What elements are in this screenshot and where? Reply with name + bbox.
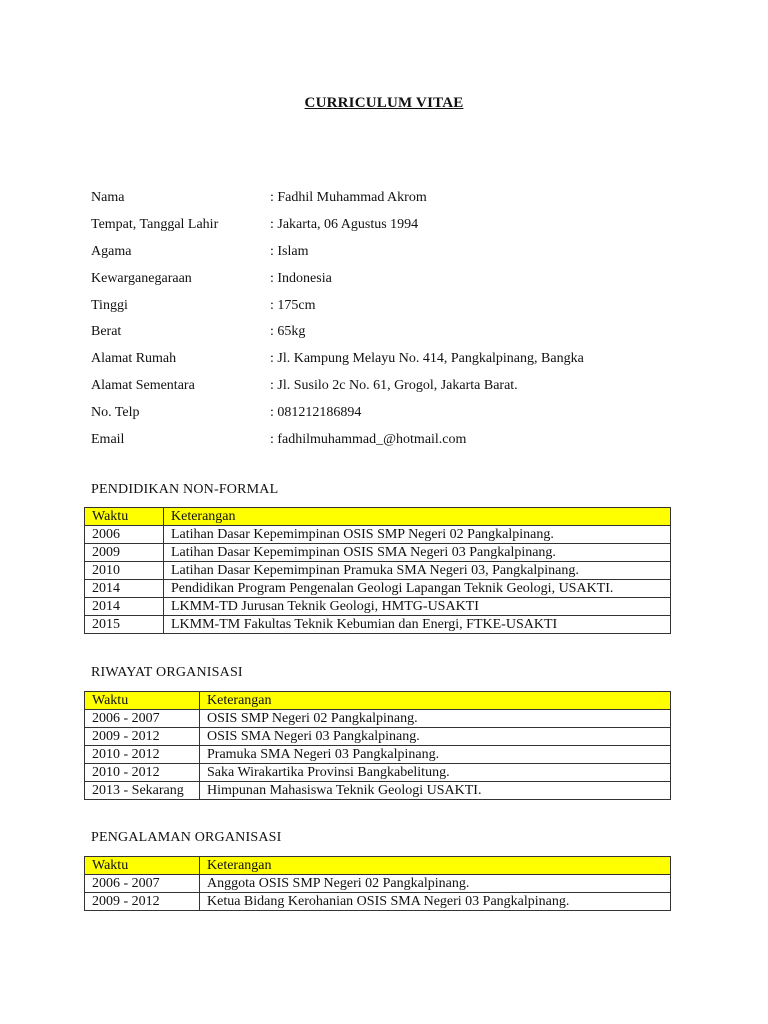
info-row-no-telp xyxy=(91,399,584,426)
table-cell: OSIS SMA Negeri 03 Pangkalpinang. xyxy=(200,728,671,746)
section-title-pengalaman-organisasi: PENGALAMAN ORGANISASI xyxy=(91,830,282,845)
info-label: Berat xyxy=(91,324,122,340)
table-row xyxy=(85,580,671,598)
info-label: Tempat, Tanggal Lahir xyxy=(91,217,219,233)
info-label: Alamat Rumah xyxy=(91,351,177,367)
table-cell: 2010 xyxy=(85,562,164,580)
info-value: : Jl. Susilo 2c No. 61, Grogol, Jakarta Barat. xyxy=(270,377,518,393)
table-row xyxy=(85,562,671,580)
info-value: : 081212186894 xyxy=(270,404,362,420)
info-value: : Islam xyxy=(270,243,309,259)
table-cell: LKMM-TM Fakultas Teknik Kebumian dan Energi, FTKE-USAKTI xyxy=(164,616,671,634)
table-cell: 2009 - 2012 xyxy=(85,728,200,746)
table-cell: Latihan Dasar Kepemimpinan OSIS SMP Negeri 02 Pangkalpinang. xyxy=(164,526,671,544)
info-label: No. Telp xyxy=(91,404,140,420)
table-riwayat-organisasi xyxy=(84,691,671,800)
info-row-email xyxy=(91,426,584,453)
table-cell: 2014 xyxy=(85,580,164,598)
header-cell: Waktu xyxy=(85,692,200,710)
info-value: : 65kg xyxy=(270,324,306,340)
info-label: Email xyxy=(91,431,125,447)
table-cell: Pendidikan Program Pengenalan Geologi Lapangan Teknik Geologi, USAKTI. xyxy=(164,580,671,598)
info-row-agama xyxy=(91,239,584,266)
info-label: Tinggi xyxy=(91,297,128,313)
table-row xyxy=(85,782,671,800)
header-cell: Waktu xyxy=(85,857,200,875)
info-value: : Jakarta, 06 Agustus 1994 xyxy=(270,217,419,233)
table-cell: Pramuka SMA Negeri 03 Pangkalpinang. xyxy=(200,746,671,764)
table-cell: 2006 - 2007 xyxy=(85,875,200,893)
table-cell: Himpunan Mahasiswa Teknik Geologi USAKTI. xyxy=(200,782,671,800)
header-cell: Keterangan xyxy=(200,857,671,875)
info-label: Nama xyxy=(91,190,125,206)
header-cell: Waktu xyxy=(85,508,164,526)
table-row xyxy=(85,875,671,893)
table-pengalaman-organisasi xyxy=(84,856,671,911)
table-row xyxy=(85,616,671,634)
section-title-riwayat-organisasi: RIWAYAT ORGANISASI xyxy=(91,665,243,680)
info-row-alamat-rumah xyxy=(91,346,584,373)
table-row xyxy=(85,710,671,728)
table-row xyxy=(85,746,671,764)
table-cell: Latihan Dasar Kepemimpinan OSIS SMA Negeri 03 Pangkalpinang. xyxy=(164,544,671,562)
table-cell: 2006 - 2007 xyxy=(85,710,200,728)
table-cell: 2010 - 2012 xyxy=(85,764,200,782)
personal-info xyxy=(91,185,584,453)
table-cell: 2014 xyxy=(85,598,164,616)
info-value: : Fadhil Muhammad Akrom xyxy=(270,190,427,206)
table-row xyxy=(85,728,671,746)
table-header-row xyxy=(85,857,671,875)
table-cell: Ketua Bidang Kerohanian OSIS SMA Negeri 03 Pangkalpinang. xyxy=(200,893,671,911)
table-cell: OSIS SMP Negeri 02 Pangkalpinang. xyxy=(200,710,671,728)
document-title: CURRICULUM VITAE xyxy=(304,95,464,111)
table-cell: LKMM-TD Jurusan Teknik Geologi, HMTG-USAKTI xyxy=(164,598,671,616)
info-value: : 175cm xyxy=(270,297,316,313)
table-pendidikan-non-formal xyxy=(84,507,671,634)
table-row xyxy=(85,526,671,544)
table-cell: Latihan Dasar Kepemimpinan Pramuka SMA Negeri 03, Pangkalpinang. xyxy=(164,562,671,580)
info-row-alamat-sementara xyxy=(91,373,584,400)
info-row-kewarganegaraan xyxy=(91,265,584,292)
table-cell: 2015 xyxy=(85,616,164,634)
table-row xyxy=(85,544,671,562)
table-cell: 2009 xyxy=(85,544,164,562)
table-cell: Anggota OSIS SMP Negeri 02 Pangkalpinang. xyxy=(200,875,671,893)
table-row xyxy=(85,598,671,616)
info-row-tempat-tanggal-lahir xyxy=(91,212,584,239)
table-cell: 2009 - 2012 xyxy=(85,893,200,911)
section-title-pendidikan-non-formal: PENDIDIKAN NON-FORMAL xyxy=(91,482,279,497)
table-row xyxy=(85,893,671,911)
info-label: Agama xyxy=(91,243,132,259)
info-value: : Indonesia xyxy=(270,270,332,286)
info-value: : Jl. Kampung Melayu No. 414, Pangkalpinang, Bangka xyxy=(270,351,584,367)
table-cell: 2013 - Sekarang xyxy=(85,782,200,800)
table-header-row xyxy=(85,508,671,526)
info-row-nama xyxy=(91,185,584,212)
header-cell: Keterangan xyxy=(164,508,671,526)
info-value: : fadhilmuhammad_@hotmail.com xyxy=(270,431,467,447)
table-row xyxy=(85,764,671,782)
info-row-tinggi xyxy=(91,292,584,319)
table-cell: 2006 xyxy=(85,526,164,544)
table-cell: 2010 - 2012 xyxy=(85,746,200,764)
table-cell: Saka Wirakartika Provinsi Bangkabelitung. xyxy=(200,764,671,782)
header-cell: Keterangan xyxy=(200,692,671,710)
info-label: Alamat Sementara xyxy=(91,377,195,393)
info-label: Kewarganegaraan xyxy=(91,270,192,286)
info-row-berat xyxy=(91,319,584,346)
table-header-row xyxy=(85,692,671,710)
